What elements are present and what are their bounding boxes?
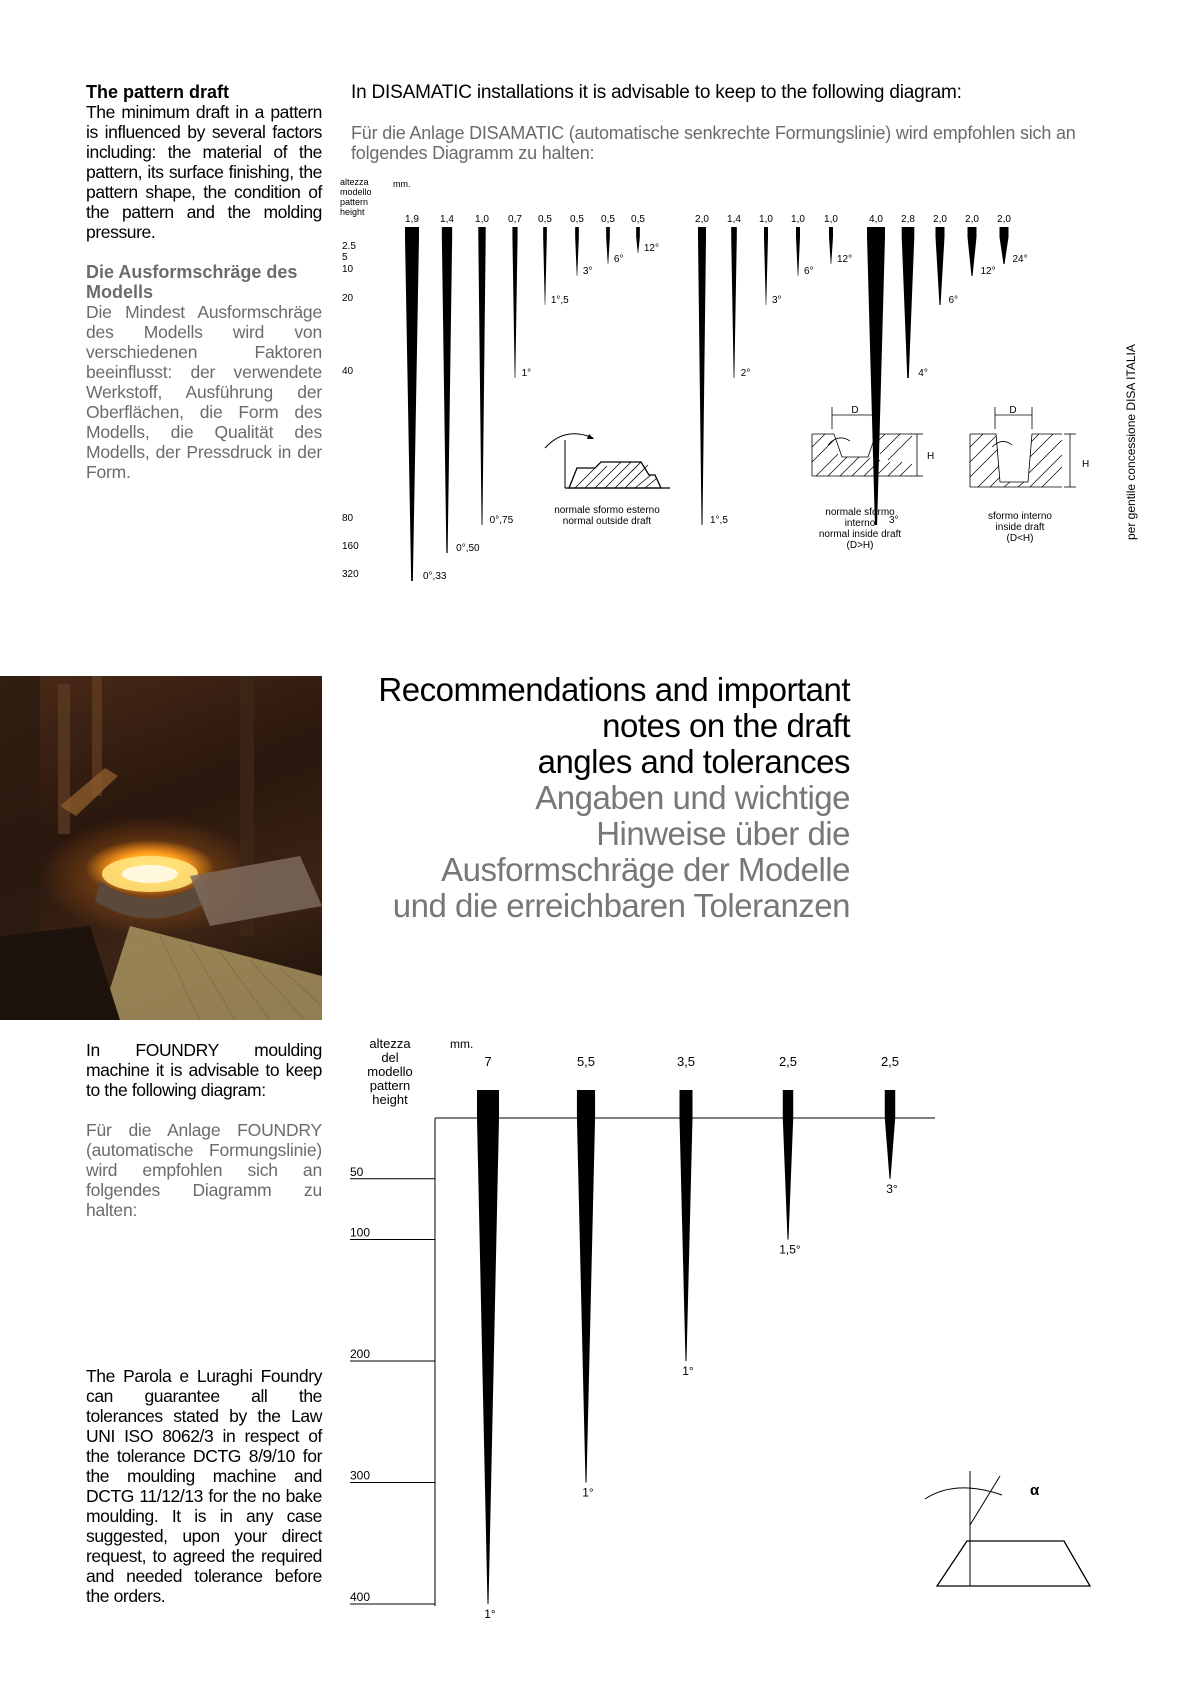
pattern-draft-body: The minimum draft in a pattern is influenced by several factors including: the material of the pattern, its surface finishing, the pattern shape, the condition of the pattern and the molding pressure. [86,102,322,242]
wedge-cap [936,227,945,237]
chart-mm-label: mm. [450,1037,474,1051]
foundry-draft-chart [340,1036,1040,1621]
pattern-draft-heading: The pattern draft [86,82,230,102]
ausformschraege-heading: Die Ausformschräge des Modells [86,262,298,302]
draft-wedge [512,237,517,378]
height-label-line: del [381,1050,399,1065]
wedge-cap [867,227,885,237]
y-tick-label: 100 [350,1225,371,1240]
wedge-width-label: 1,4 [440,214,454,225]
title-en-line1: Recommendations and important [378,671,850,708]
wedge-angle-label: 1° [521,368,532,379]
title-de-line1: Angaben und wichtige [535,779,850,816]
normal-inside-caption-line2: interno [844,518,876,529]
title-de-line3: Ausformschräge der Modelle [441,851,850,888]
wedge-width-label: 1,0 [475,214,489,225]
draft-wedge [936,237,945,305]
draft-wedge [698,237,706,525]
bar-cap [577,1090,595,1118]
wedge-angle-label: 6° [948,295,959,306]
wedge-angle-label: 1°,5 [710,515,728,526]
height-tick-label: 80 [342,513,354,524]
page-title [350,672,850,924]
y-tick-label: 300 [350,1468,371,1483]
draft-bar [477,1118,499,1604]
wedge-angle-label: 0°,33 [423,571,447,582]
height-tick-label: 20 [342,293,354,304]
wedge-cap [968,227,977,237]
bar-angle-label: 1° [682,1364,694,1378]
dim-d-label: D [1009,405,1017,416]
draft-wedge [575,237,579,276]
y-tick-label: 400 [350,1590,371,1604]
bar-cap [680,1090,693,1118]
wedge-angle-label: 1°,5 [550,295,569,306]
wedge-cap [606,227,610,237]
wedge-width-label: 1,0 [791,214,805,225]
wedge-angle-label: 4° [918,368,928,379]
wedge-cap [442,227,452,237]
draft-bar [783,1118,793,1240]
height-tick-label: 40 [342,366,354,377]
wedge-width-label: 2,0 [965,214,979,225]
pattern-draft-section [86,82,322,482]
height-tick-label: 2.5 [342,241,356,252]
ausformschraege-body: Die Mindest Ausformschräge des Modells wird von verschiedenen Faktoren beeinflusst: der verwendete Werkstoff, Ausführung der Oberflächen, die Form des Modells, die Qualität des Modells, der Pressdruck in der Form. [86,302,322,482]
wedge-width-label: 4,0 [869,214,883,225]
wedge-cap [478,227,485,237]
bar-angle-label: 3° [886,1181,898,1196]
wedge-width-label: 2,0 [933,214,947,225]
wedge-width-label: 1,0 [759,214,773,225]
height-label-line: altezza [340,177,369,187]
bar-width-label: 3,5 [676,1054,696,1069]
wedge-angle-label: 2° [740,368,751,379]
draft-wedge [796,237,800,276]
bar-width-label: 2,5 [880,1054,900,1069]
draft-wedge [867,237,885,525]
disamatic-intro-en: In DISAMATIC installations it is advisable to keep to the following diagram: [351,82,962,103]
wedge-cap [829,227,833,237]
wedge-angle-label: 6° [804,266,814,277]
draft-wedge [606,237,610,264]
wedge-width-label: 2,8 [901,214,915,225]
draft-bar [885,1118,895,1179]
wedge-cap [731,227,737,237]
wedge-width-label: 0,7 [508,214,522,225]
dim-d-label: D [851,405,859,416]
height-label-line: modello [367,1064,413,1079]
disamatic-intro-de: Für die Anlage DISAMATIC (automatische senkrechte Formungslinie) wird empfohlen sich an folgendes Diagramm zu halten: [351,123,1076,163]
foundry-pouring-photo [0,676,322,1020]
y-tick-label: 50 [350,1164,364,1179]
draft-wedges [405,214,1028,582]
bar-cap [885,1090,895,1118]
wedge-angle-label: 0°,75 [489,515,514,526]
bar-width-label: 7 [484,1054,492,1069]
draft-wedge [829,237,833,264]
height-tick-label: 5 [342,252,348,263]
height-tick-label: 160 [342,541,359,552]
wedge-width-label: 1,9 [405,214,419,225]
height-label-line: height [340,207,365,217]
draft-wedge [731,237,737,378]
disamatic-draft-diagram [340,177,1160,640]
bar-angle-label: 1° [582,1485,594,1500]
dim-h-label: H [1082,459,1090,470]
wedge-angle-label: 3° [889,515,899,526]
height-tick-label: 10 [342,264,354,275]
height-label-line: pattern [340,197,369,207]
wedge-width-label: 1,0 [824,214,838,225]
draft-wedge [636,237,640,253]
wedge-width-label: 0,5 [601,214,615,225]
outside-caption-line1: normale sformo esterno [554,505,660,516]
inside-caption-line2: inside draft [995,522,1045,533]
draft-bar [577,1118,595,1483]
normal-inside-caption-line1: normale sformo [825,507,895,518]
draft-wedge [478,237,485,525]
wedge-cap [512,227,517,237]
wedge-cap [764,227,768,237]
bar-width-label: 5,5 [576,1054,596,1069]
bar-angle-label: 1,5° [779,1242,801,1257]
foundry-section [86,1040,322,1220]
credit-text: per gentile concessione DISA ITALIA [1124,344,1138,540]
wedge-width-label: 2,0 [695,214,709,225]
tolerance-text: The Parola e Luraghi Foundry can guarantee all the tolerances stated by the Law UNI ISO 8062/3 in respect of the tolerance DCTG 8/9/10 for the moulding machine and DCTG 11/12/13 for the no bake moulding. It is in any case suggested, upon your direct request, to agreed the required and needed tolerance before the orders. [86,1366,322,1606]
inside-draft-sketch [970,405,1089,544]
wedge-cap [796,227,800,237]
wedge-angle-label: 3° [582,266,593,277]
draft-bar [680,1118,693,1361]
y-tick-label: 200 [350,1347,371,1361]
height-label-line: height [372,1092,408,1107]
dim-h-label: H [927,451,935,462]
wedge-angle-label: 24° [1012,254,1028,265]
wedge-cap [902,227,915,237]
height-axis-label [340,177,411,580]
title-en-line2: notes on the draft [602,707,850,744]
bar-width-label: 2,5 [778,1054,798,1069]
wedge-width-label: 0,5 [631,214,645,225]
height-label-line: modello [340,187,372,197]
height-label-line: altezza [369,1036,411,1051]
draft-wedge [543,237,547,305]
mm-label: mm. [393,179,411,189]
chart-height-label [367,1036,413,1107]
alpha-trapezoid-sketch [925,1471,1090,1586]
normal-inside-caption-line4: (D>H) [846,540,874,551]
wedge-cap [543,227,547,237]
wedge-width-label: 0,5 [538,214,552,225]
title-de-line2: Hinweise über die [596,815,850,852]
wedge-cap [698,227,706,237]
height-label-line: pattern [369,1078,411,1093]
wedge-width-label: 0,5 [570,214,584,225]
draft-wedge [405,237,419,581]
normal-inside-caption-line3: normal inside draft [818,529,902,540]
draft-bars [477,1054,899,1621]
inside-caption-line1: sformo interno [988,511,1052,522]
inside-caption-line3: (D<H) [1006,533,1034,544]
wedge-width-label: 2,0 [997,214,1011,225]
height-tick-label: 320 [342,569,359,580]
title-en-line3: angles and tolerances [537,743,850,780]
foundry-intro-de: Für die Anlage FOUNDRY (automatische Formungslinie) wird empfohlen sich an folgendes Diagramm zu halten: [86,1120,322,1220]
wedge-cap [575,227,579,237]
alpha-label: α [1030,1482,1040,1499]
draft-wedge [442,237,452,553]
wedge-angle-label: 6° [613,254,624,265]
title-de-line4: und die erreichbaren Toleranzen [392,887,850,924]
wedge-cap [1000,227,1009,237]
draft-wedge [764,237,768,305]
bar-angle-label: 1° [484,1607,496,1621]
y-ticks [350,1165,435,1604]
wedge-cap [405,227,419,237]
draft-wedge [968,237,977,276]
wedge-angle-label: 0°,50 [456,543,480,554]
outside-draft-sketch [545,434,670,527]
draft-wedge [1000,237,1009,264]
wedge-angle-label: 12° [980,266,996,277]
draft-wedge [902,237,915,378]
wedge-width-label: 1,4 [727,214,741,225]
bar-cap [783,1090,793,1118]
wedge-angle-label: 12° [643,243,659,254]
wedge-angle-label: 12° [837,254,853,265]
outside-caption-line2: normal outside draft [562,516,652,527]
foundry-intro-en: In FOUNDRY moulding machine it is advisable to keep to the following diagram: [86,1040,322,1100]
bar-cap [477,1090,499,1118]
wedge-cap [636,227,640,237]
wedge-angle-label: 3° [772,295,782,306]
